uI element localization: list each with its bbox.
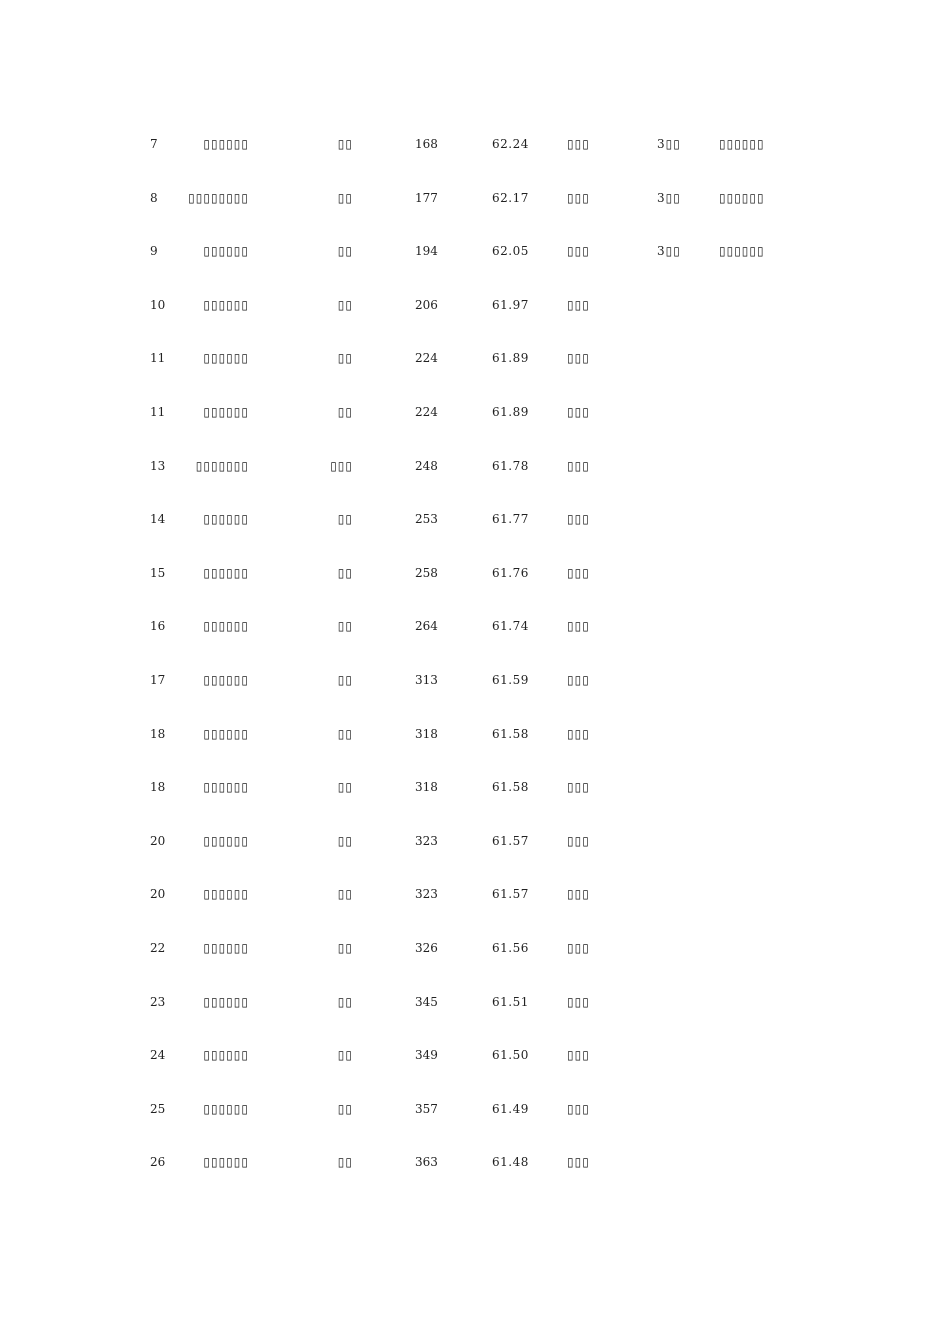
table-row	[0, 868, 950, 922]
name-cell: ▯▯▯▯▯▯	[203, 672, 249, 687]
position-cell: 224	[415, 351, 438, 366]
name-cell: ▯▯▯▯▯▯	[203, 351, 249, 366]
gender-cell: ▯▯	[337, 190, 353, 205]
group-cell: 3▯▯	[657, 190, 681, 205]
note-cell: ▯▯▯▯▯▯	[719, 244, 765, 259]
score-cell: 61.59	[492, 672, 529, 687]
position-cell: 313	[415, 672, 438, 687]
score-cell: 61.48	[492, 1155, 529, 1170]
table-row	[0, 815, 950, 869]
gender-cell: ▯▯	[337, 565, 353, 580]
table-row	[0, 172, 950, 226]
note-cell: ▯▯▯▯▯▯	[719, 190, 765, 205]
table-row	[0, 225, 950, 279]
score-cell: 61.89	[492, 404, 529, 419]
table-row	[0, 922, 950, 976]
table-row	[0, 976, 950, 1030]
position-cell: 194	[415, 244, 438, 259]
position-cell: 258	[415, 565, 438, 580]
rank-cell: 8	[150, 190, 158, 205]
name-cell: ▯▯▯▯▯▯▯	[195, 458, 249, 473]
table-row	[0, 118, 950, 172]
name-cell: ▯▯▯▯▯▯	[203, 940, 249, 955]
category-cell: ▯▯▯	[567, 512, 590, 527]
category-cell: ▯▯▯	[567, 940, 590, 955]
position-cell: 349	[415, 1048, 438, 1063]
gender-cell: ▯▯	[337, 512, 353, 527]
gender-cell: ▯▯	[337, 619, 353, 634]
group-cell: 3▯▯	[657, 137, 681, 151]
name-cell: ▯▯▯▯▯▯	[203, 244, 249, 259]
note-cell: ▯▯▯▯▯▯	[719, 137, 765, 151]
category-cell: ▯▯▯	[567, 565, 590, 580]
name-cell: ▯▯▯▯▯▯	[203, 297, 249, 312]
name-cell: ▯▯▯▯▯▯	[203, 1101, 249, 1116]
rank-cell: 7	[150, 137, 158, 151]
score-cell: 62.24	[492, 137, 529, 151]
gender-cell: ▯▯	[337, 833, 353, 848]
category-cell: ▯▯▯	[567, 994, 590, 1009]
name-cell: ▯▯▯▯▯▯	[203, 619, 249, 634]
gender-cell: ▯▯	[337, 404, 353, 419]
gender-cell: ▯▯	[337, 1101, 353, 1116]
score-cell: 61.49	[492, 1101, 529, 1116]
rank-cell: 17	[150, 672, 166, 687]
rank-cell: 15	[150, 565, 166, 580]
gender-cell: ▯▯▯	[330, 458, 353, 473]
category-cell: ▯▯▯	[567, 1101, 590, 1116]
name-cell: ▯▯▯▯▯▯	[203, 1048, 249, 1063]
score-cell: 61.76	[492, 565, 529, 580]
name-cell: ▯▯▯▯▯▯	[203, 512, 249, 527]
category-cell: ▯▯▯	[567, 780, 590, 795]
table-row	[0, 1083, 950, 1137]
gender-cell: ▯▯	[337, 297, 353, 312]
position-cell: 318	[415, 780, 438, 795]
category-cell: ▯▯▯	[567, 1048, 590, 1063]
score-cell: 61.58	[492, 726, 529, 741]
position-cell: 323	[415, 887, 438, 902]
gender-cell: ▯▯	[337, 351, 353, 366]
rank-cell: 20	[150, 887, 166, 902]
score-cell: 61.56	[492, 940, 529, 955]
category-cell: ▯▯▯	[567, 458, 590, 473]
gender-cell: ▯▯	[337, 780, 353, 795]
table-row	[0, 332, 950, 386]
position-cell: 264	[415, 619, 438, 634]
score-cell: 61.97	[492, 297, 529, 312]
rank-cell: 24	[150, 1048, 166, 1063]
rank-cell: 18	[150, 726, 166, 741]
category-cell: ▯▯▯	[567, 190, 590, 205]
table-row	[0, 654, 950, 708]
gender-cell: ▯▯	[337, 672, 353, 687]
name-cell: ▯▯▯▯▯▯	[203, 780, 249, 795]
name-cell: ▯▯▯▯▯▯	[203, 994, 249, 1009]
rank-cell: 26	[150, 1155, 166, 1170]
rank-cell: 9	[150, 244, 158, 259]
category-cell: ▯▯▯	[567, 726, 590, 741]
position-cell: 357	[415, 1101, 438, 1116]
score-cell: 61.51	[492, 994, 529, 1009]
score-cell: 62.17	[492, 190, 529, 205]
position-cell: 363	[415, 1155, 438, 1170]
table-row	[0, 708, 950, 762]
rank-cell: 22	[150, 940, 166, 955]
position-cell: 323	[415, 833, 438, 848]
category-cell: ▯▯▯	[567, 297, 590, 312]
name-cell: ▯▯▯▯▯▯	[203, 726, 249, 741]
rank-cell: 16	[150, 619, 166, 634]
table-row	[0, 1136, 950, 1190]
table-row	[0, 1029, 950, 1083]
gender-cell: ▯▯	[337, 137, 353, 151]
results-table	[0, 118, 950, 1190]
position-cell: 318	[415, 726, 438, 741]
gender-cell: ▯▯	[337, 726, 353, 741]
rank-cell: 11	[150, 351, 166, 366]
name-cell: ▯▯▯▯▯▯▯▯	[188, 190, 249, 205]
score-cell: 61.74	[492, 619, 529, 634]
name-cell: ▯▯▯▯▯▯	[203, 565, 249, 580]
table-row	[0, 547, 950, 601]
name-cell: ▯▯▯▯▯▯	[203, 833, 249, 848]
category-cell: ▯▯▯	[567, 351, 590, 366]
score-cell: 61.78	[492, 458, 529, 473]
gender-cell: ▯▯	[337, 940, 353, 955]
name-cell: ▯▯▯▯▯▯	[203, 137, 249, 151]
category-cell: ▯▯▯	[567, 672, 590, 687]
score-cell: 61.58	[492, 780, 529, 795]
position-cell: 345	[415, 994, 438, 1009]
category-cell: ▯▯▯	[567, 1155, 590, 1170]
rank-cell: 25	[150, 1101, 166, 1116]
rank-cell: 14	[150, 512, 166, 527]
rank-cell: 20	[150, 833, 166, 848]
category-cell: ▯▯▯	[567, 833, 590, 848]
position-cell: 168	[415, 137, 438, 151]
score-cell: 62.05	[492, 244, 529, 259]
score-cell: 61.57	[492, 833, 529, 848]
score-cell: 61.57	[492, 887, 529, 902]
gender-cell: ▯▯	[337, 887, 353, 902]
gender-cell: ▯▯	[337, 244, 353, 259]
score-cell: 61.50	[492, 1048, 529, 1063]
category-cell: ▯▯▯	[567, 404, 590, 419]
rank-cell: 18	[150, 780, 166, 795]
category-cell: ▯▯▯	[567, 244, 590, 259]
position-cell: 206	[415, 297, 438, 312]
name-cell: ▯▯▯▯▯▯	[203, 887, 249, 902]
rank-cell: 10	[150, 297, 166, 312]
position-cell: 326	[415, 940, 438, 955]
gender-cell: ▯▯	[337, 1048, 353, 1063]
category-cell: ▯▯▯	[567, 619, 590, 634]
gender-cell: ▯▯	[337, 1155, 353, 1170]
category-cell: ▯▯▯	[567, 137, 590, 151]
rank-cell: 11	[150, 404, 166, 419]
position-cell: 248	[415, 458, 438, 473]
name-cell: ▯▯▯▯▯▯	[203, 1155, 249, 1170]
rank-cell: 13	[150, 458, 166, 473]
position-cell: 224	[415, 404, 438, 419]
position-cell: 177	[415, 190, 438, 205]
table-row	[0, 440, 950, 494]
table-row	[0, 493, 950, 547]
table-row	[0, 600, 950, 654]
category-cell: ▯▯▯	[567, 887, 590, 902]
position-cell: 253	[415, 512, 438, 527]
table-row	[0, 279, 950, 333]
table-row	[0, 386, 950, 440]
table-row	[0, 761, 950, 815]
name-cell: ▯▯▯▯▯▯	[203, 404, 249, 419]
score-cell: 61.77	[492, 512, 529, 527]
gender-cell: ▯▯	[337, 994, 353, 1009]
rank-cell: 23	[150, 994, 166, 1009]
score-cell: 61.89	[492, 351, 529, 366]
group-cell: 3▯▯	[657, 244, 681, 259]
